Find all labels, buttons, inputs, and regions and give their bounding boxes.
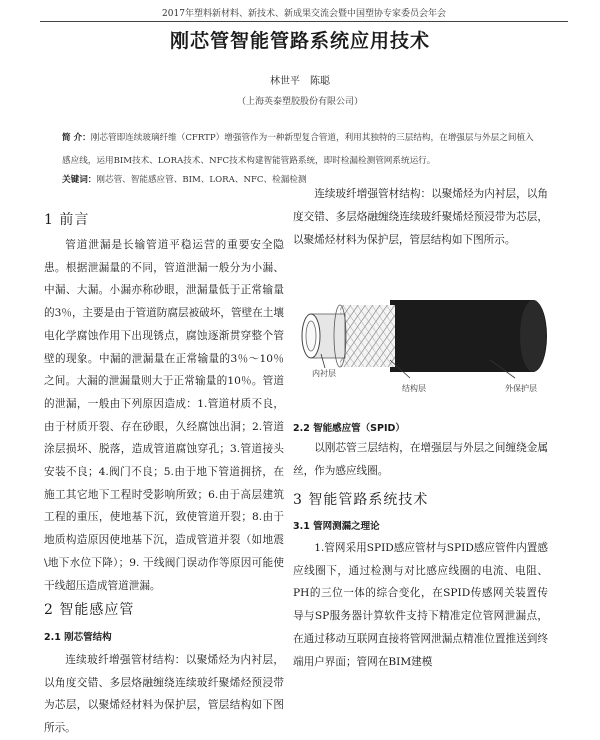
conference-header: 2017年塑料新材料、新技术、新成果交流会暨中国塑协专家委员会年会 bbox=[40, 6, 568, 22]
paper-title: 刚芯管智能管路系统应用技术 bbox=[169, 30, 430, 52]
section-3-1-body bbox=[293, 537, 548, 707]
label-outer-layer: 外保护层 bbox=[505, 384, 537, 393]
section-2-1-body-continued bbox=[293, 188, 548, 276]
pipe-structure-figure bbox=[295, 290, 545, 398]
keywords-text: 刚芯管、智能感应管、BIM、LORA、NFC、检漏检测 bbox=[96, 175, 307, 185]
outer-layer-end bbox=[520, 300, 546, 372]
section-2-2-paragraph: 以刚芯管三层结构，在增强层与外层之间缠绕金属丝，作为感应线圈。 bbox=[293, 442, 548, 477]
label-inner-liner: 内衬层 bbox=[312, 369, 336, 378]
label-structural-layer: 结构层 bbox=[402, 384, 426, 393]
section-1-heading: 1 前言 bbox=[44, 212, 90, 228]
section-2-heading: 2 智能感应管 bbox=[44, 602, 135, 618]
section-3-heading: 3 智能管路系统技术 bbox=[293, 492, 429, 508]
abstract bbox=[62, 127, 538, 173]
authors: 林世平 陈聪 bbox=[270, 76, 330, 87]
abstract-text: 刚芯管即连续玻璃纤维（CFRTP）增强管作为一种新型复合管道，利用其独特的三层结构，在增强层与外层之间植入感应线，运用BIM技术、LORA技术、NFC技术构建智能管路系统，即时检漏检测管网系统运行。 bbox=[62, 133, 534, 166]
section-2-1-paragraph-continued: 连续玻纤增强管材结构：以聚烯烃为内衬层，以角度交错、多层烙融缠绕连续玻纤聚烯烃预浸带为芯层，以聚烯烃材料为保护层，管层结构如下图所示。 bbox=[293, 188, 548, 246]
section-3-1-paragraph: 1.管网采用SPID感应管材与SPID感应管件内置感应线圈下，通过检测与对比感应线圈的电流、电阻、PH的三位一体的综合变化，在SPID传感网关装置传导与SP服务器计算软件支持下精准定位管网泄漏点，在通过移动互联网直接将管网泄漏点精准位置推送到终端用户界面；管网在BIM建模 bbox=[293, 542, 548, 668]
abstract-label: 简 介： bbox=[62, 133, 91, 143]
section-1-paragraph: 管道泄漏是长输管道平稳运营的重要安全隐患。根据泄漏量的不同，管道泄漏一般分为小漏、中漏、大漏。小漏亦称砂眼，泄漏量低于正常输量的3％，主要是由于管道防腐层被破坏，管壁在土壤电化学腐蚀作用下出现锈点，腐蚀逐渐贯穿整个管壁的现象。中漏的泄漏量在正常输量的3％～10％之间。大漏的泄漏量则大于正常输量的10％。管道的泄漏，一般由下列原因造成：1.管道材质不良，由于材质开裂、存在砂眼，久经腐蚀出洞；2.管道涂层损坏、脱落，造成管道腐蚀穿孔；3.管道接头安装不良；4.阀门不良；5.由于地下管道拥挤，在施工其它地下工程时受影响所致；6.由于高层建筑工程的重压，使地基下沉，致使管道开裂；8.由于地质构造原因使地基下沉，造成管道并裂（如地震\地下水位下降）；9. 干线阀门误动作等原因可能使干线超压造成管道泄漏。 bbox=[44, 239, 284, 592]
affiliation: （上海英泰塑胶股份有限公司） bbox=[236, 97, 363, 107]
section-2-1-body-start bbox=[44, 649, 284, 735]
section-2-2-body bbox=[293, 437, 548, 482]
keywords-label: 关键词： bbox=[62, 175, 97, 185]
section-1-body bbox=[44, 234, 284, 597]
section-3-1-heading: 3.1 管网测漏之理论 bbox=[293, 521, 380, 532]
section-2-1-paragraph: 连续玻纤增强管材结构：以聚烯烃为内衬层，以角度交错、多层烙融缠绕连续玻纤聚烯烃预浸带为芯层，以聚烯烃材料为保护层，管层结构如下图所示。 bbox=[44, 654, 284, 735]
section-2-1-heading: 2.1 刚芯管结构 bbox=[44, 632, 112, 643]
section-2-2-heading: 2.2 智能感应管（SPID） bbox=[293, 423, 405, 434]
